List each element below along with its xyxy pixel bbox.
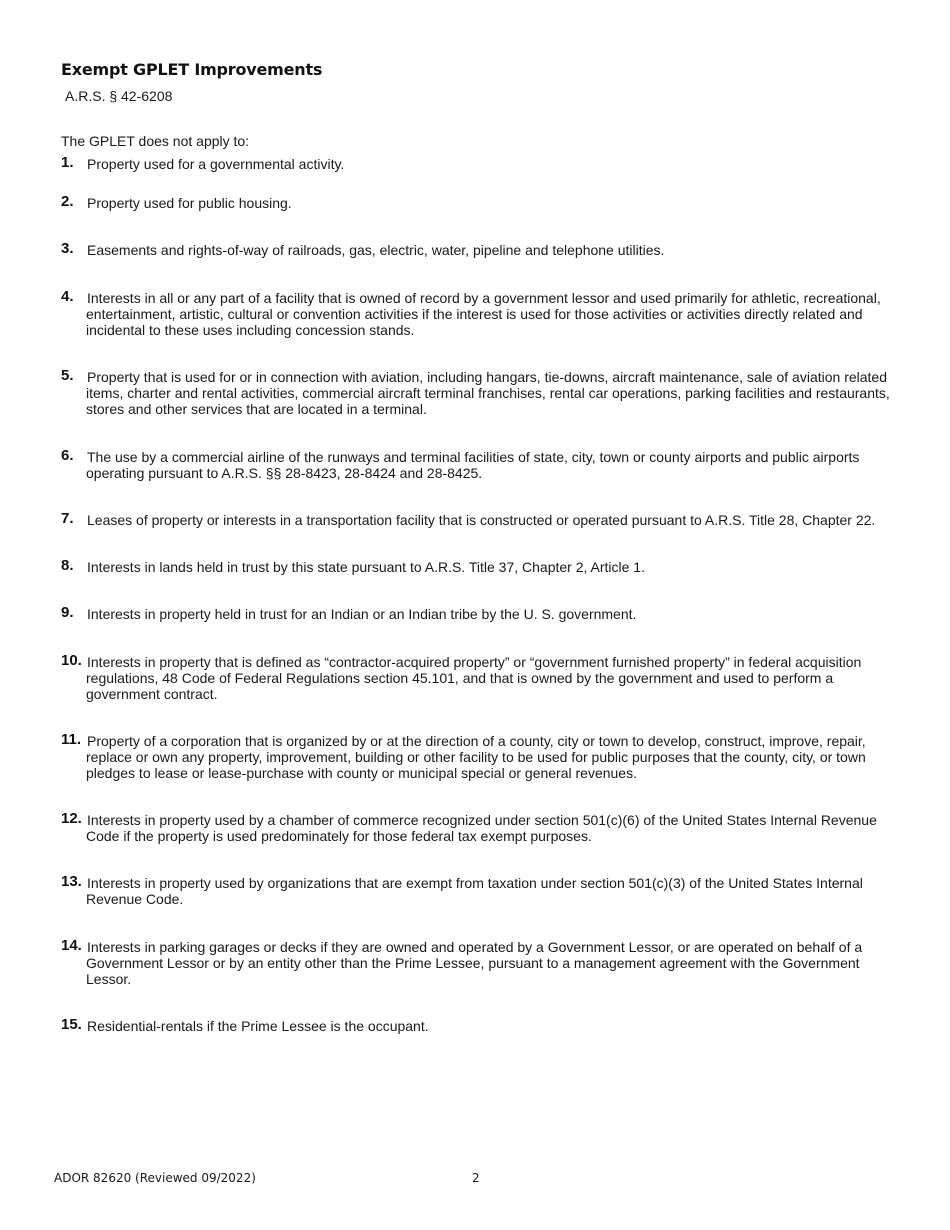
item-number: 3. (61, 240, 74, 257)
list-item-14 (61, 939, 897, 987)
list-item-1 (61, 156, 897, 172)
item-number: 15. (61, 1016, 82, 1033)
item-number: 6. (61, 447, 74, 464)
item-text: Interests in parking garages or decks if they are owned and operated by a Government Lessor, or are operated on behalf of a Government Lessor or by an entity other than the Prime Lessee, pursuant to a management agreement with the Government Lessor. (86, 939, 863, 987)
item-text: The use by a commercial airline of the runways and terminal facilities of state, city, town or county airports and public airports operating pursuant to A.R.S. §§ 28-8423, 28-8424 and 28-8425. (86, 449, 860, 481)
item-text: Property of a corporation that is organized by or at the direction of a county, city or town to develop, construct, improve, repair, replace or own any property, improvement, building or other facility to be used for public purposes that the county, city, or town pledges to lease or lease-purchase with county or municipal special or general revenues. (86, 733, 866, 781)
list-item-7 (61, 512, 897, 528)
item-number: 9. (61, 604, 74, 621)
item-text: Property that is used for or in connection with aviation, including hangars, tie-downs, aircraft maintenance, sale of aviation related items, charter and rental activities, commercial aircraft terminal franchises, rental car operations, parking facilities and restaurants, stores and other services that are located in a terminal. (86, 369, 890, 417)
list-item-6 (61, 449, 897, 481)
item-number: 10. (61, 652, 82, 669)
item-number: 8. (61, 557, 74, 574)
item-number: 14. (61, 937, 82, 954)
item-text: Interests in lands held in trust by this state pursuant to A.R.S. Title 37, Chapter 2, Article 1. (87, 559, 645, 575)
list-item-3 (61, 242, 897, 258)
form-id-footer: ADOR 82620 (Reviewed 09/2022) (54, 1171, 256, 1185)
item-number: 11. (61, 731, 82, 748)
item-text: Property used for public housing. (87, 195, 292, 211)
list-item-9 (61, 606, 897, 622)
item-number: 5. (61, 367, 74, 384)
page-title: Exempt GPLET Improvements (61, 60, 323, 79)
list-item-15 (61, 1018, 897, 1034)
list-item-12 (61, 812, 897, 844)
item-text: Leases of property or interests in a transportation facility that is constructed or operated pursuant to A.R.S. Title 28, Chapter 22. (87, 512, 876, 528)
item-number: 1. (61, 154, 74, 171)
list-item-5 (61, 369, 897, 417)
intro-text: The GPLET does not apply to: (61, 133, 250, 149)
item-number: 13. (61, 873, 82, 890)
item-text: Interests in property that is defined as “contractor-acquired property” or “government furnished property” in federal acquisition regulations, 48 Code of Federal Regulations section 45.101, and that is owned by the government and used to perform a government contract. (86, 654, 862, 702)
list-item-2 (61, 195, 897, 211)
item-text: Interests in property used by a chamber of commerce recognized under section 501(c)(6) of the United States Internal Revenue Code if the property is used predominately for those federal tax exempt purposes. (86, 812, 877, 844)
page-number: 2 (472, 1171, 480, 1185)
item-text: Interests in property used by organizations that are exempt from taxation under section 501(c)(3) of the United States Internal Revenue Code. (86, 875, 863, 907)
item-number: 7. (61, 510, 74, 527)
list-item-8 (61, 559, 897, 575)
item-text: Interests in all or any part of a facility that is owned of record by a government lessor and used primarily for athletic, recreational, entertainment, artistic, cultural or convention activities if the interest is used for those activities or activities directly related and incidental to these uses including concession stands. (86, 290, 881, 338)
item-text: Interests in property held in trust for an Indian or an Indian tribe by the U. S. government. (87, 606, 637, 622)
list-item-4 (61, 290, 897, 338)
item-number: 2. (61, 193, 74, 210)
list-item-13 (61, 875, 897, 907)
item-number: 4. (61, 288, 74, 305)
statute-reference: A.R.S. § 42-6208 (65, 88, 173, 104)
list-item-11 (61, 733, 897, 781)
item-text: Residential-rentals if the Prime Lessee is the occupant. (87, 1018, 429, 1034)
list-item-10 (61, 654, 897, 702)
item-text: Easements and rights-of-way of railroads, gas, electric, water, pipeline and telephone utilities. (87, 242, 665, 258)
item-number: 12. (61, 810, 82, 827)
item-text: Property used for a governmental activity. (87, 156, 345, 172)
